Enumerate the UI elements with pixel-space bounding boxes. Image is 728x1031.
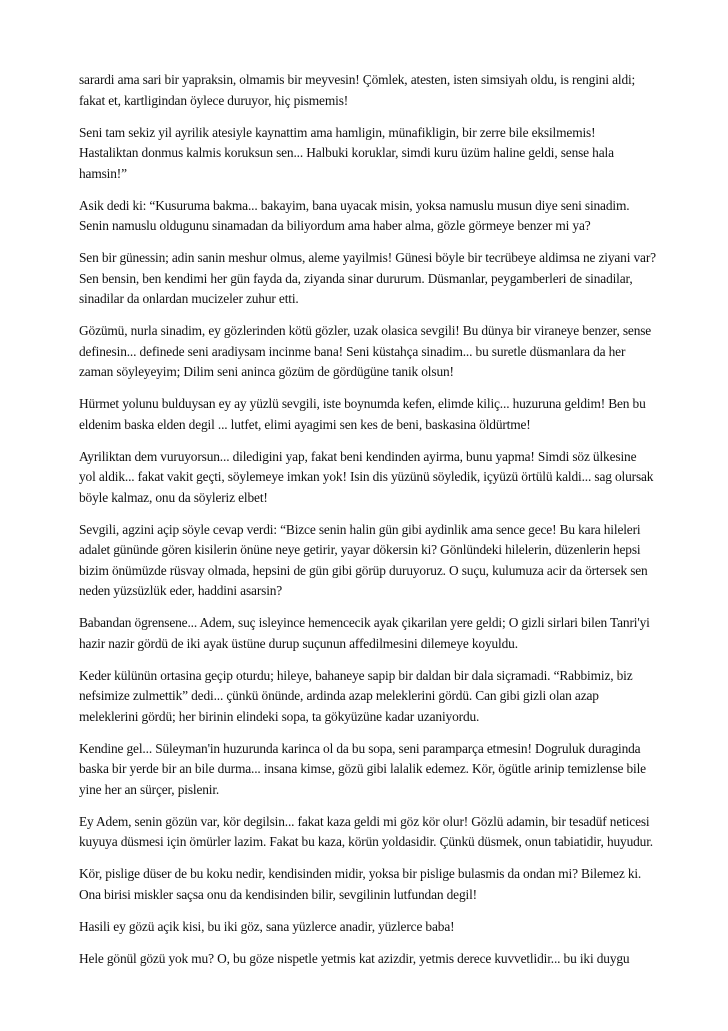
paragraph: Gözümü, nurla sinadim, ey gözlerinden kötü gözler, uzak olasica sevgili! Bu dünya bir viraneye benzer, sense definesin... definede seni aradiysam incinme bana! Seni küstahça sinadim... bu suretle düsmanlara da her zaman söyleyeyim; Dilim seni aninca gözüm de gördügüne tanik olsun! (79, 323, 652, 379)
paragraph: Kör, pislige düser de bu koku nedir, kendisinden midir, yoksa bir pislige bulasmis da ondan mi? Bilemez ki. Ona birisi miskler saçsa onu da kendisinden bilir, sevgilinin lutfundan degil! (79, 866, 642, 902)
paragraph: Babandan ögrensene... Adem, suç isleyince hemencecik ayak çikarilan yere geldi; O gizli sirlari bilen Tanri'yi hazir nazir gördü de iki ayak üstüne durup suçunun affedilmesini dilemeye koyuldu. (79, 615, 650, 651)
paragraph: Hele gönül gözü yok mu? O, bu göze nispetle yetmis kat azizdir, yetmis derece kuvvetlidir... bu iki duygu (79, 950, 630, 966)
paragraph: Seni tam sekiz yil ayrilik atesiyle kaynattim ama hamligin, münafikligin, bir zerre bile eksilmemis! Hastaliktan donmus kalmis koruksun sen... Halbuki koruklar, simdi kuru üzüm haline geldi, sense hala hamsin!” (79, 124, 614, 181)
paragraph: Keder külünün ortasina geçip oturdu; hileye, bahaneye sapip bir daldan bir dala siçramadi. “Rabbimiz, biz nefsimize zulmettik” dedi... çünkü önünde, ardinda azap meleklerini gördü. Can gibi gizli olan azap meleklerini gördü; her birinin elindeki sopa, ta gökyüzüne kadar uzaniyordu. (79, 667, 633, 724)
paragraph: Sevgili, agzini açip söyle cevap verdi: “Bizce senin halin gün gibi aydinlik ama sence gece! Bu kara hileleri adalet gününde gören kisilerin önüne neye getirir, yayar dökersin ki? Gönlündeki hilelerin, düzenlerin hepsi bizim önümüzde rüsvay olmada, hepsini de gün gibi görüp duruyoruz. O suçu, kulumuza acir da örtersek sen neden yüzsüzlük eder, haddini asarsin? (79, 521, 648, 598)
paragraph: Kendine gel... Süleyman'in huzurunda karinca ol da bu sopa, seni paramparça etmesin! Dogruluk duraginda baska bir yerde bir an bile durma... insana kimse, gözü gibi lalalik edemez. Kör, ögütle arinip temizlense bile yine her an sürçer, pislenir. (79, 740, 646, 797)
paragraph: Asik dedi ki: “Kusuruma bakma... bakayim, bana uyacak misin, yoksa namuslu musun diye seni sinadim. Senin namuslu oldugunu sinamadan da biliyordum ama haber alma, gözle görmeye benzer mi ya? (79, 197, 630, 233)
paragraph: Ayriliktan dem vuruyorsun... diledigini yap, fakat beni kendinden ayirma, bunu yapma! Simdi söz ülkesine yol aldik... fakat vakit geçti, söylemeye imkan yok! Isin dis yüzünü söyledik, içyüzü örtülü kaldi... sag olursak böyle kalmaz, onu da söyleriz elbet! (79, 448, 654, 505)
paragraph: Hasili ey gözü açik kisi, bu iki göz, sana yüzlerce anadir, yüzlerce baba! (79, 918, 455, 934)
paragraph: Hürmet yolunu bulduysan ey ay yüzlü sevgili, iste boynumda kefen, elimde kiliç... huzuruna geldim! Ben bu eldenim baska elden degil ... lutfet, elimi ayagimi sen kes de beni, baskasina öldürtme! (79, 396, 646, 432)
paragraph: Sen bir günessin; adin sanin meshur olmus, aleme yayilmis! Günesi böyle bir tecrübeye aldimsa ne ziyani var? Sen bensin, ben kendimi her gün fayda da, ziyanda sinar dururum. Düsmanlar, peygamberleri de sinadilar, sinadilar da onlardan mucizeler zuhur etti. (79, 250, 656, 306)
paragraph: sarardi ama sari bir yapraksin, olmamis bir meyvesin! Çömlek, atesten, isten simsiyah oldu, is rengini aldi; fakat et, kartligindan öylece duruyor, hiç pismemis! (79, 72, 636, 108)
paragraph: Ey Adem, senin gözün var, kör degilsin... fakat kaza geldi mi göz kör olur! Gözlü adamin, bir tesadüf neticesi kuyuya düsmesi için ömürler lazim. Fakat bu kaza, körün yoldasidir. Çünkü düsmek, onun tabiatidir, huyudur. (79, 813, 653, 849)
